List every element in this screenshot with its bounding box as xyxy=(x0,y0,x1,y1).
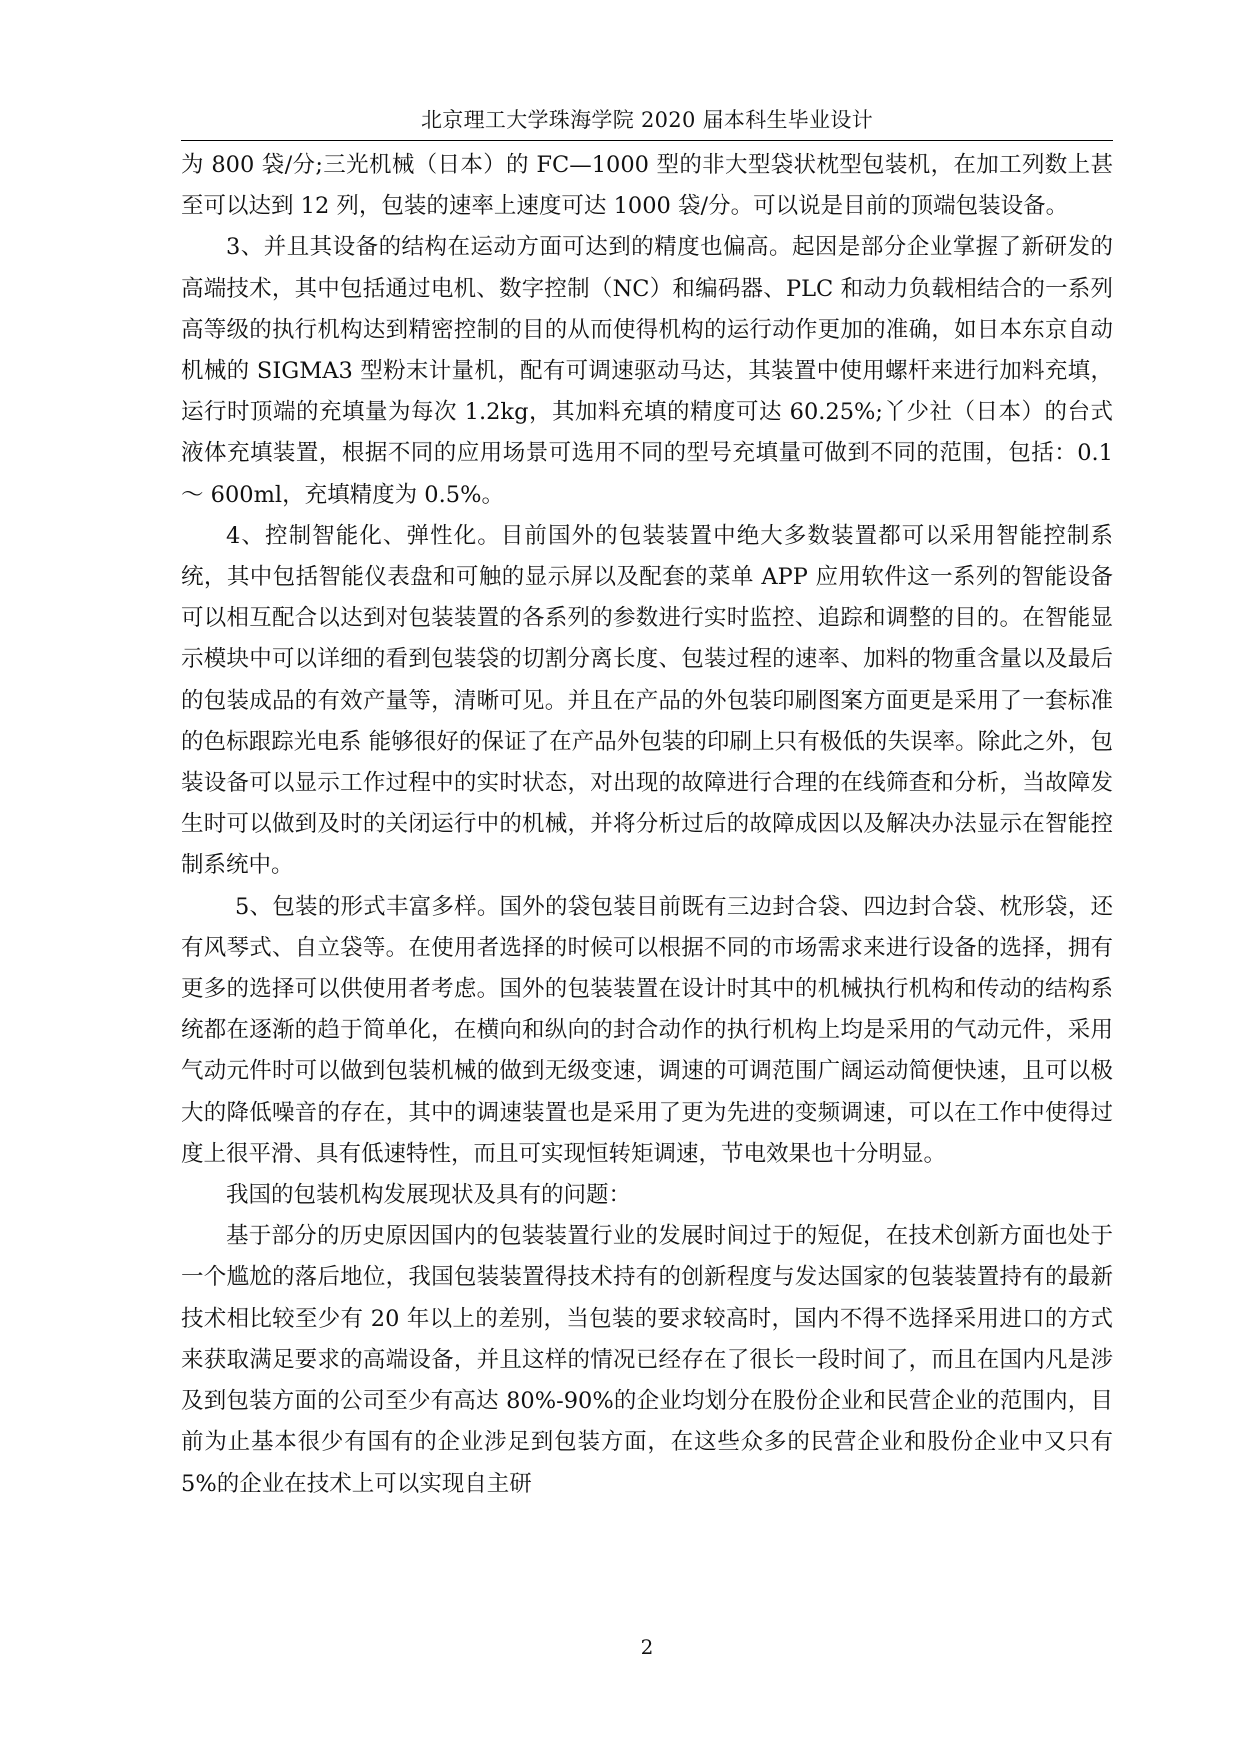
paragraph-domestic-status: 基于部分的历史原因国内的包装装置行业的发展时间过于的短促，在技术创新方面也处于一个尴尬的落后地位，我国包装装置得技术持有的创新程度与发达国家的包装装置持有的最新技术相比较至少有 20 年以上的差别，当包装的要求较高时，国内不得不选择采用进口的方式来获取满足要求的高端设备，并且这样的情况已经存在了很长一段时间了，而且在国内凡是涉及到包装方面的公司至少有高达 80%-90%的企业均划分在股份企业和民营企业的范围内，目前为止基本很少有国有的企业涉足到包装方面，在这些众多的民营企业和股份企业中又只有 5%的企业在技术上可以实现自主研 xyxy=(181,1223,1113,1497)
section-lead-domestic-status: 我国的包装机构发展现状及具有的问题： xyxy=(226,1182,632,1209)
paragraph-item-3: 3、并且其设备的结构在运动方面可达到的精度也偏高。起因是部分企业掌握了新研发的高端技术，其中包括通过电机、数字控制（NC）和编码器、PLC 和动力负载相结合的一系列高等级的执行机构达到精密控制的目的从而使得机构的运行动作更加的准确，如日本东京自动机械的 SIGMA3 型粉末计量机，配有可调速驱动马达，其装置中使用螺杆来进行加料充填，运行时顶端的充填量为每次 1.2kg，其加料充填的精度可达 60.25%;丫少社（日本）的台式液体充填装置，根据不同的应用场景可选用不同的型号充填量可做到不同的范围，包括：0.1～ 600ml，充填精度为 0.5%。 xyxy=(181,234,1113,508)
paragraph-item-4: 4、控制智能化、弹性化。目前国外的包装装置中绝大多数装置都可以采用智能控制系统，其中包括智能仪表盘和可触的显示屏以及配套的菜单 APP 应用软件这一系列的智能设备可以相互配合以达到对包装装置的各系列的参数进行实时监控、追踪和调整的目的。在智能显示模块中可以详细的看到包装袋的切割分离长度、包装过程的速率、加料的物重含量以及最后的包装成品的有效产量等，清晰可见。并且在产品的外包装印刷图案方面更是采用了一套标准的色标跟踪光电系 能够很好的保证了在产品外包装的印刷上只有极低的失误率。除此之外，包装设备可以显示工作过程中的实时状态，对出现的故障进行合理的在线筛查和分析，当故障发生时可以做到及时的关闭运行中的机械，并将分析过后的故障成因以及解决办法显示在智能控制系统中。 xyxy=(181,522,1113,879)
running-header: 北京理工大学珠海学院 2020 届本科生毕业设计 xyxy=(421,108,873,132)
page-number: 2 xyxy=(640,1635,654,1659)
header-rule xyxy=(181,140,1113,141)
body-text xyxy=(181,145,1113,1505)
paragraph-item-5: 5、包装的形式丰富多样。国外的袋包装目前既有三边封合袋、四边封合袋、枕形袋，还有风琴式、自立袋等。在使用者选择的时候可以根据不同的市场需求来进行设备的选择，拥有更多的选择可以供使用者考虑。国外的包装装置在设计时其中的机械执行机构和传动的结构系统都在逐渐的趋于简单化，在横向和纵向的封合动作的执行机构上均是采用的气动元件，采用气动元件时可以做到包装机械的做到无级变速，调速的可调范围广阔运动简便快速，且可以极大的降低噪音的存在，其中的调速装置也是采用了更为先进的变频调速，可以在工作中使得过度上很平滑、具有低速特性，而且可实现恒转矩调速，节电效果也十分明显。 xyxy=(181,893,1113,1167)
paragraph-continued: 为 800 袋/分;三光机械（日本）的 FC—1000 型的非大型袋状枕型包装机，在加工列数上甚至可以达到 12 列，包装的速率上速度可达 1000 袋/分。可以说是目前的顶端包装设备。 xyxy=(181,152,1113,220)
